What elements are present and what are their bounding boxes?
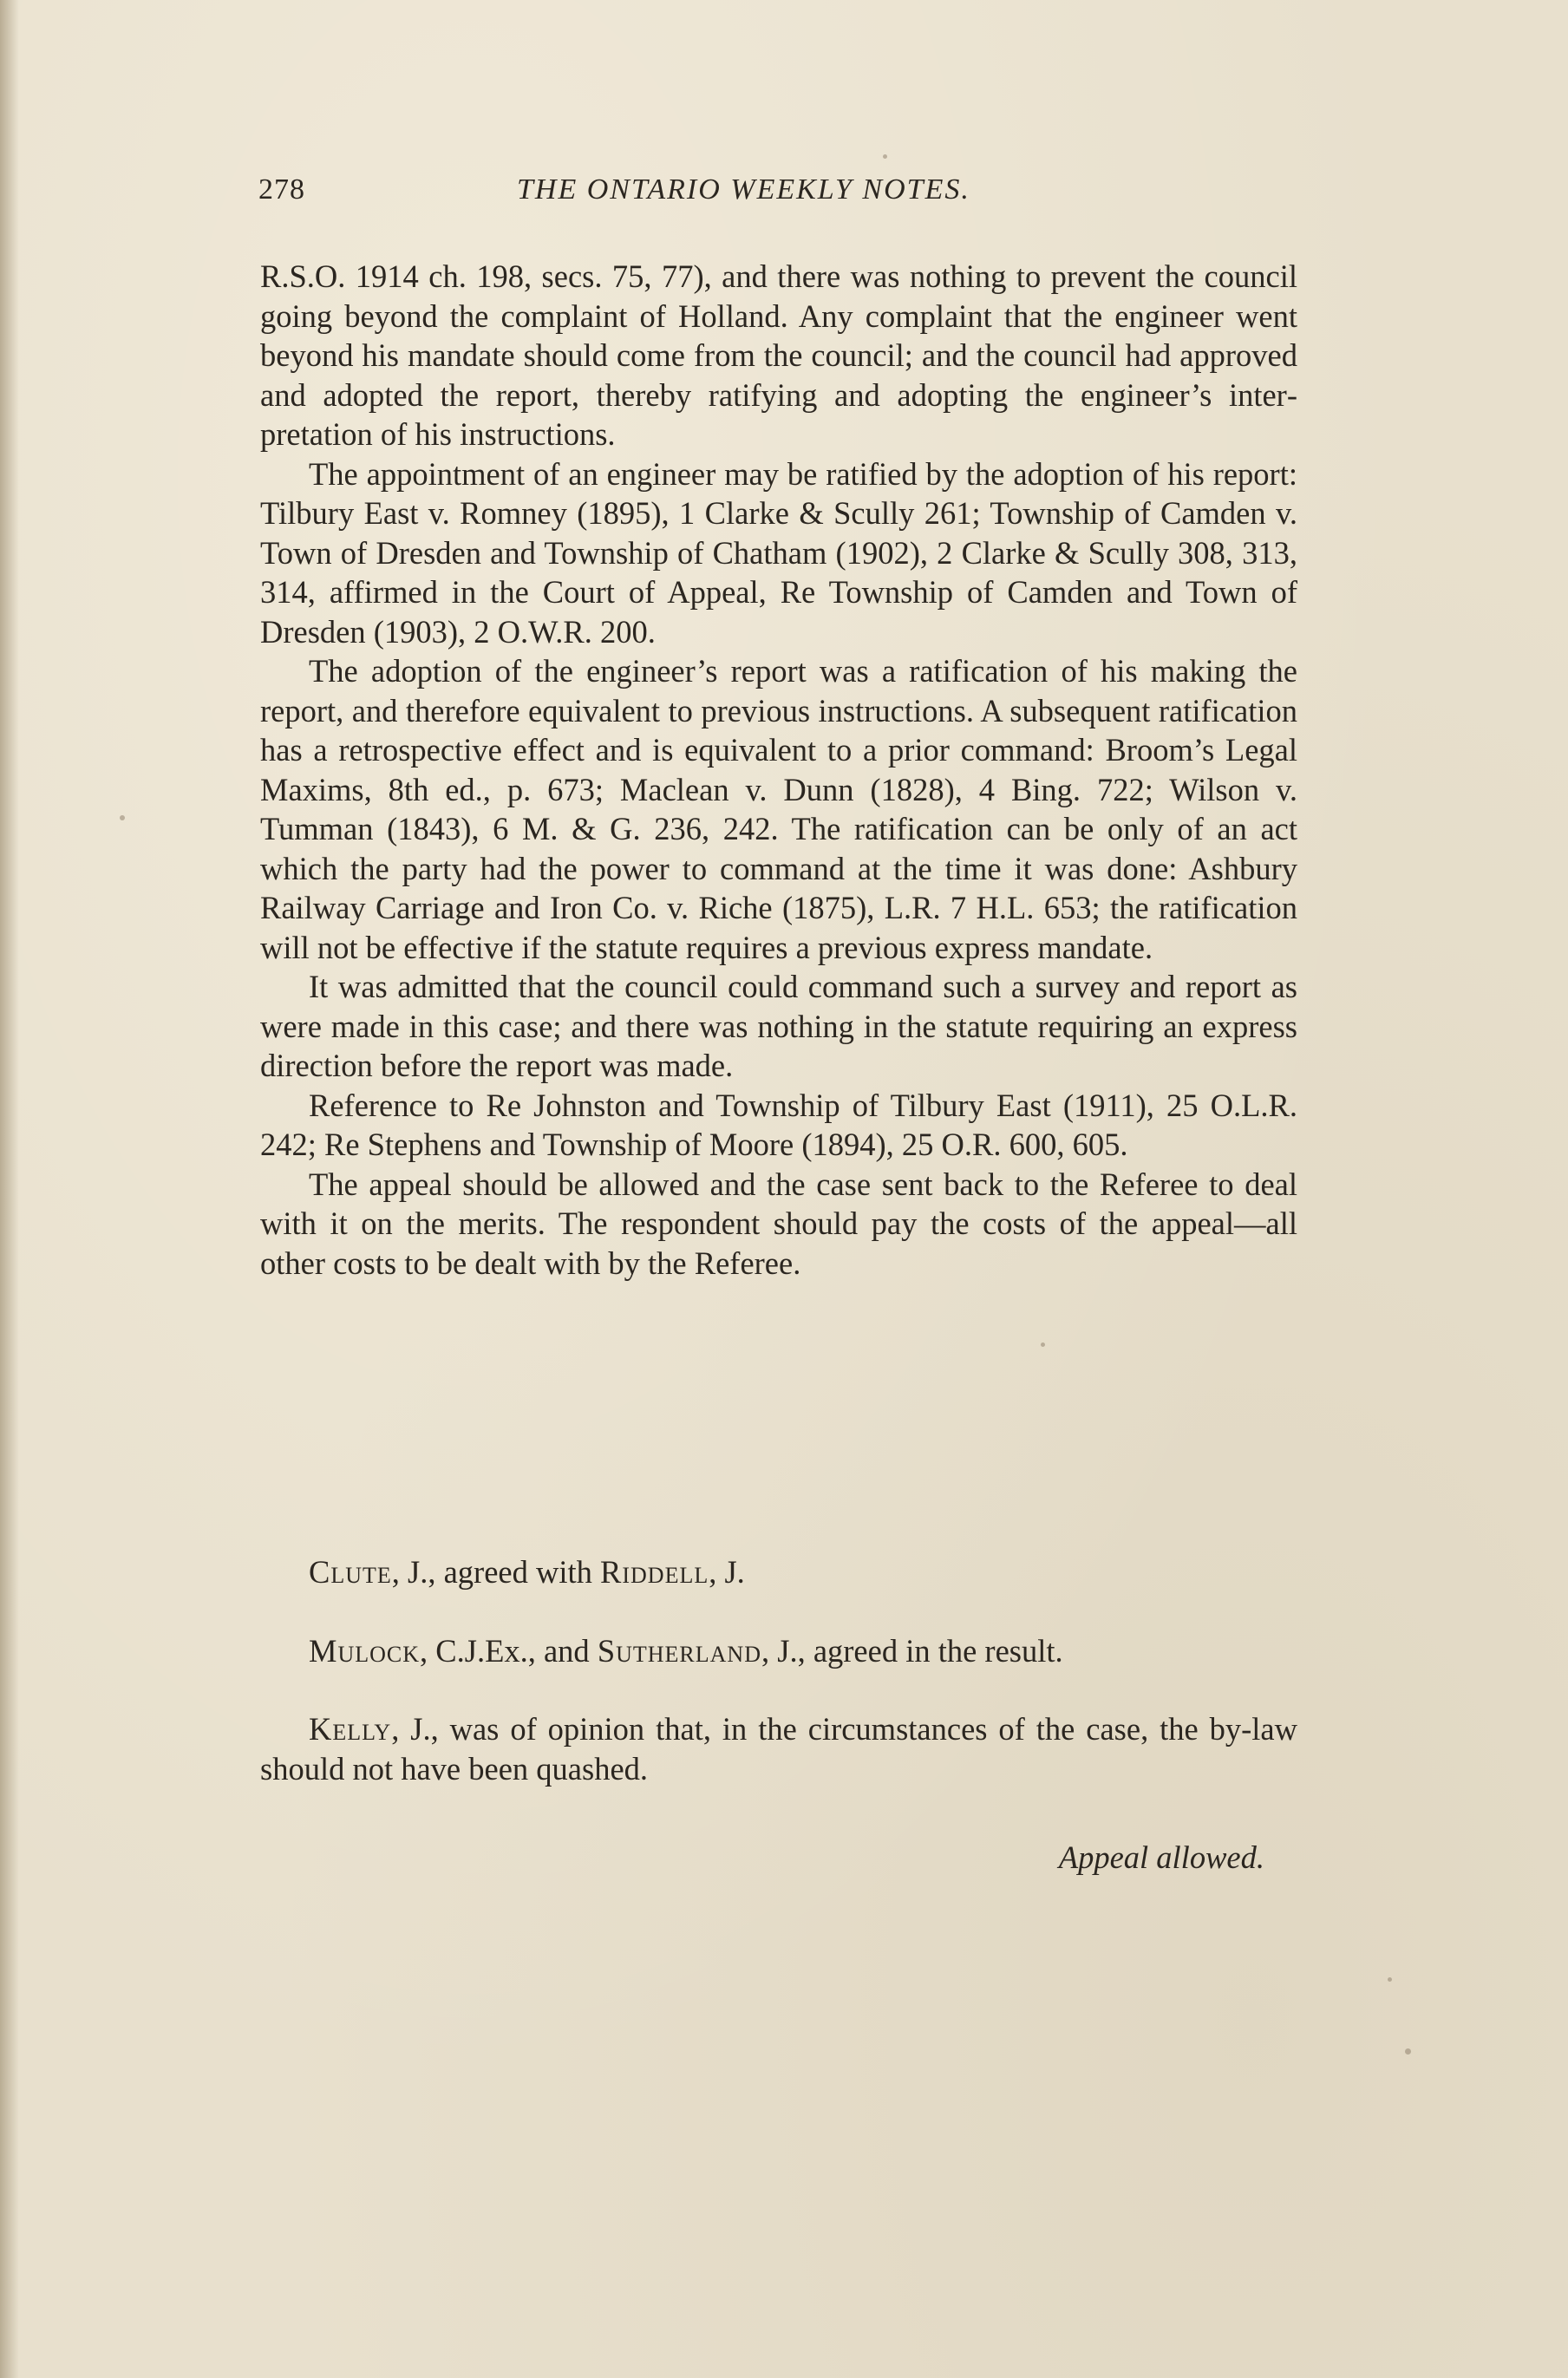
opinion-line [260,1552,1297,1592]
opinion-line [260,1709,1297,1788]
page-binding-shadow [0,0,19,2378]
paragraph: The appeal should be allowed and the case sent back to the Referee to deal with it on the merits. The respondent should pay the costs of the appeal—all other costs to be dealt with by the Referee. [260,1166,1297,1281]
paper-speck [1041,1343,1045,1347]
opinion-text: , J., was of opinion that, in the circumstances of the case, the by-law should not have been quashed. [260,1711,1297,1787]
paragraph: R.S.O. 1914 ch. 198, secs. 75, 77), and there was nothing to prevent the council going beyond the complaint of Holland. Any complaint that the engineer went beyond his mandate should come from the council; and the council had approved and adopted the report, thereby ratifying and adopting the engineer’s interpretation of his instructions. [260,258,1297,452]
paper-speck [1405,2048,1411,2055]
page-number: 278 [258,173,305,206]
opinion-text: , J. [709,1554,745,1590]
judge-name: Kelly [309,1711,392,1747]
disposition: Appeal allowed. [1058,1839,1264,1875]
judge-name: Mulock [309,1632,421,1669]
paragraph: It was admitted that the council could command such a survey and report as were made in this case; and there was nothing in the statute requiring an express direction before the report was made. [260,969,1297,1083]
paragraph: The adoption of the engineer’s report was a ratification of his making the report, and therefore equivalent to previous instructions. A subsequent ratification has a retrospective effect and is equivalent to a prior command: Broom’s Legal Maxims, 8th ed., p. 673; Maclean v. Dunn (1828), 4 Bing. 722; Wilson v. Tumman (1843), 6 M. & G. 236, 242. The ratification can be only of an act which the party had the power to command at the time it was done: Ashbury Railway Carriage and Iron Co. v. Riche (1875), L.R. 7 H.L. 653; the ratification will not be effective if the statute requires a previous express mandate. [260,653,1297,965]
running-title: THE ONTARIO WEEKLY NOTES. [517,173,970,206]
opinion-line [260,1631,1297,1671]
paper-speck [1388,1977,1392,1982]
paragraph: The appointment of an engineer may be ratified by the adoption of his report: Tilbury East v. Romney (1895), 1 Clarke & Scully 261; Township of Camden v. Town of Dresden and Township of Chatham (1902), 2 Clarke & Scully 308, 313, 314, affirmed in the Court of Appeal, Re Township of Camden and Town of Dresden (1903), 2 O.W.R. 200. [260,455,1297,650]
body-text [260,257,1297,1283]
opinion-text: , J., agreed with [391,1554,601,1590]
paragraph: Reference to Re Johnston and Township of Tilbury East (1911), 25 O.L.R. 242; Re Stephens and Township of Moore (1894), 25 O.R. 600, 605. [260,1087,1297,1162]
paper-speck [120,815,125,820]
opinion-text: , J., agreed in the result. [761,1632,1063,1669]
concurring-opinions [260,1552,1297,1827]
judge-name: Riddell [600,1554,709,1590]
opinion-text: , C.J.Ex., and [420,1632,598,1669]
judge-name: Sutherland [597,1632,761,1669]
page-header [258,173,1299,219]
judge-name: Clute [309,1554,392,1590]
paper-speck [883,154,887,159]
